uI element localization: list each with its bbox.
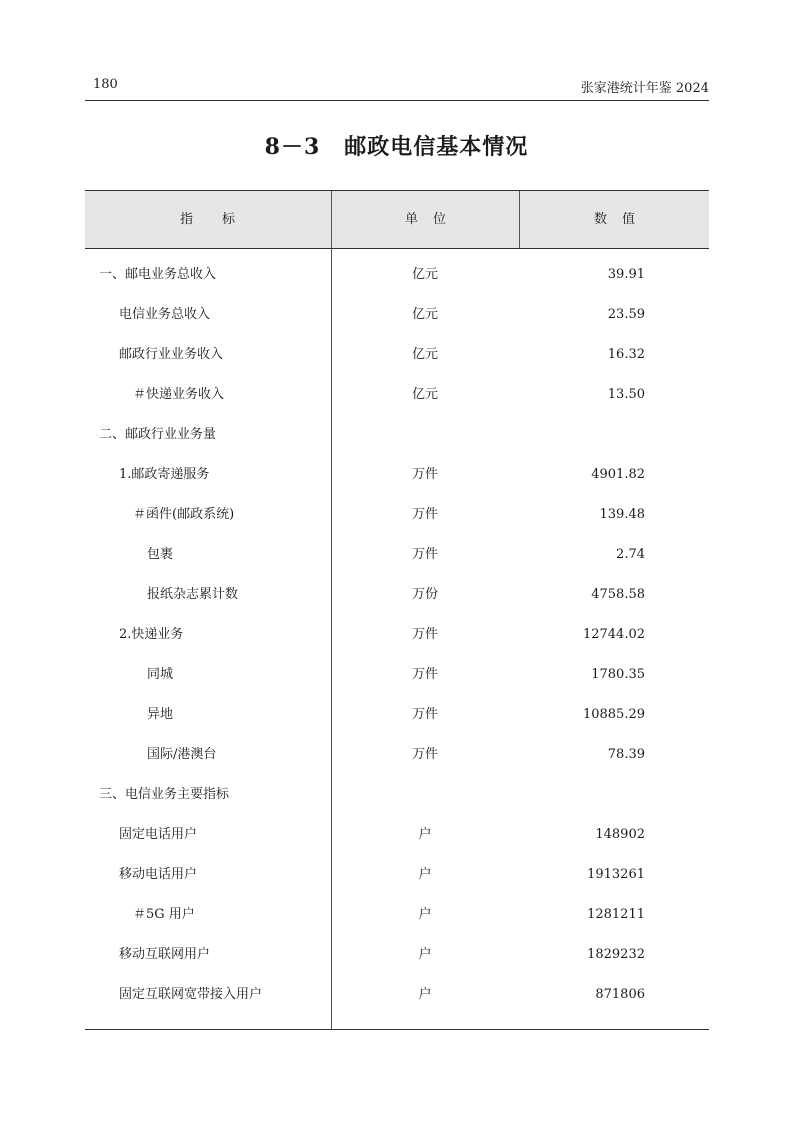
- row-value: 13.50: [607, 387, 645, 402]
- row-unit: 户: [418, 907, 432, 922]
- row-name: 移动互联网用户: [119, 947, 211, 962]
- row-value: 1281211: [587, 907, 645, 922]
- table-title: [0, 130, 793, 161]
- table-row: [85, 575, 709, 615]
- table-number: 8－3: [264, 134, 321, 160]
- row-name: 国际/港澳台: [147, 747, 217, 762]
- row-name: ＃函件(邮政系统): [133, 507, 235, 522]
- row-value: 12744.02: [582, 627, 645, 642]
- row-unit: 万份: [411, 587, 438, 602]
- row-value: 1913261: [587, 867, 645, 882]
- row-name: 1.邮政寄递服务: [119, 467, 210, 482]
- table-row: [85, 695, 709, 735]
- row-name: 移动电话用户: [119, 867, 198, 882]
- row-value: 139.48: [599, 507, 645, 522]
- row-unit: 亿元: [411, 267, 438, 282]
- row-unit: 万件: [411, 707, 438, 722]
- column-header-indicator: 指 标: [179, 212, 236, 227]
- table-row: [85, 815, 709, 855]
- row-name: 固定互联网宽带接入用户: [119, 987, 263, 1002]
- row-value: 78.39: [607, 747, 645, 762]
- table-header: [85, 190, 709, 249]
- table-row: [85, 655, 709, 695]
- table-row: [85, 295, 709, 335]
- page-header: [85, 74, 709, 101]
- table-row: [85, 415, 709, 455]
- table-row: [85, 775, 709, 815]
- book-title: 张家港统计年鉴 2024: [580, 81, 709, 96]
- row-name: 邮政行业业务收入: [119, 347, 224, 362]
- row-name: ＃快递业务收入: [133, 387, 225, 402]
- statistics-table: [85, 190, 709, 1030]
- table-row: [85, 535, 709, 575]
- row-value: 10885.29: [582, 707, 645, 722]
- row-value: 1780.35: [591, 667, 645, 682]
- row-name: 2.快递业务: [119, 627, 184, 642]
- row-unit: 万件: [411, 547, 438, 562]
- row-value: 871806: [595, 987, 645, 1002]
- table-row: [85, 375, 709, 415]
- table-row: [85, 735, 709, 775]
- table-row: [85, 855, 709, 895]
- row-unit: 万件: [411, 667, 438, 682]
- page-number: 180: [93, 77, 118, 92]
- row-value: 23.59: [607, 307, 645, 322]
- row-name: 电信业务总收入: [119, 307, 211, 322]
- row-unit: 万件: [411, 507, 438, 522]
- row-name: 三、电信业务主要指标: [99, 787, 230, 802]
- table-row: [85, 935, 709, 975]
- table-row: [85, 255, 709, 295]
- row-value: 4901.82: [591, 467, 645, 482]
- row-unit: 户: [418, 947, 432, 962]
- column-header-value: 数 值: [519, 191, 710, 248]
- row-name: 异地: [147, 707, 174, 722]
- row-unit: 亿元: [411, 387, 438, 402]
- row-value: 16.32: [607, 347, 645, 362]
- table-row: [85, 455, 709, 495]
- row-name: 一、邮电业务总收入: [99, 267, 217, 282]
- row-name: 同城: [147, 667, 174, 682]
- row-name: ＃5G 用户: [133, 907, 195, 922]
- row-unit: 万件: [411, 627, 438, 642]
- row-name: 固定电话用户: [119, 827, 198, 842]
- row-name: 包裹: [147, 547, 174, 562]
- table-row: [85, 895, 709, 935]
- table-title-text: 邮政电信基本情况: [344, 134, 529, 160]
- row-name: 报纸杂志累计数: [147, 587, 239, 602]
- row-value: 1829232: [587, 947, 645, 962]
- row-unit: 户: [418, 827, 432, 842]
- row-value: 4758.58: [591, 587, 645, 602]
- table-row: [85, 975, 709, 1015]
- row-unit: 亿元: [411, 307, 438, 322]
- column-header-unit: 单 位: [331, 191, 520, 248]
- row-unit: 户: [418, 867, 432, 882]
- row-value: 148902: [595, 827, 645, 842]
- row-value: 39.91: [607, 267, 645, 282]
- row-name: 二、邮政行业业务量: [99, 427, 217, 442]
- table-row: [85, 615, 709, 655]
- row-unit: 万件: [411, 467, 438, 482]
- row-unit: 万件: [411, 747, 438, 762]
- table-row: [85, 335, 709, 375]
- table-body: [85, 249, 709, 1030]
- row-unit: [331, 775, 519, 815]
- row-value: 2.74: [616, 547, 645, 562]
- row-unit: 亿元: [411, 347, 438, 362]
- row-unit: [331, 415, 519, 455]
- row-unit: 户: [418, 987, 432, 1002]
- table-row: [85, 495, 709, 535]
